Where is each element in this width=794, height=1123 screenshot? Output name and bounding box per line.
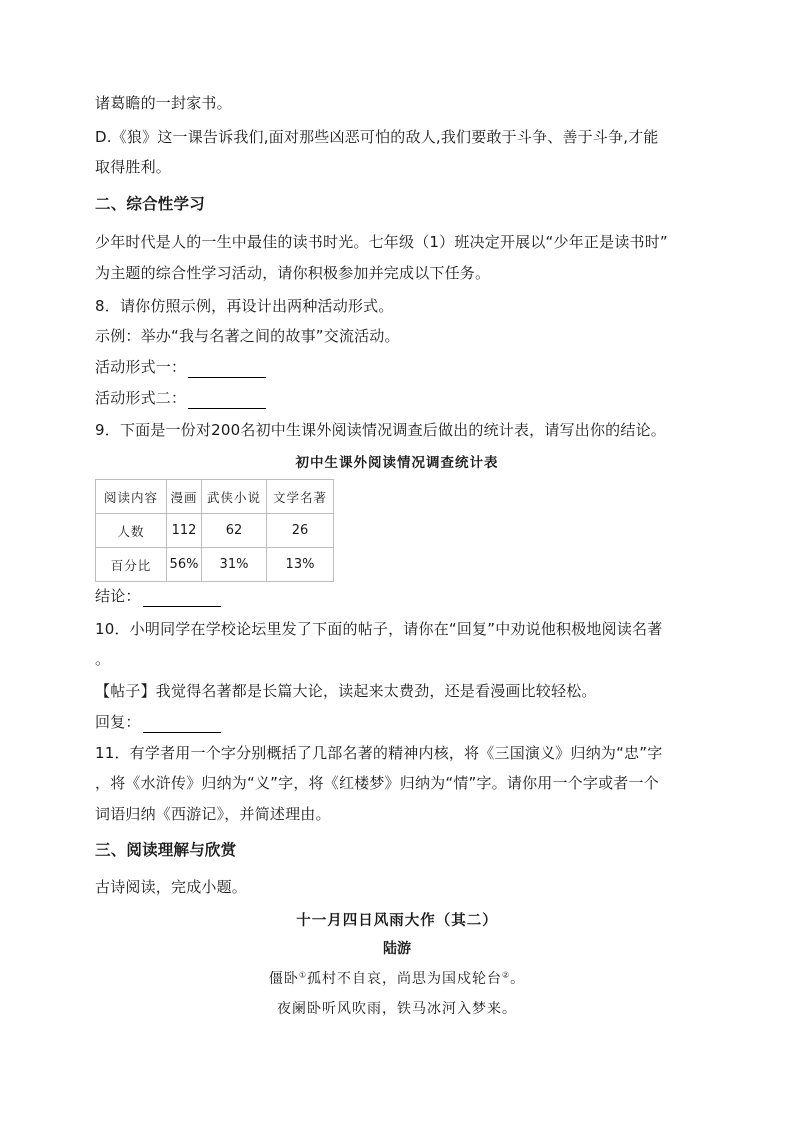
question-8: 8．请你仿照示例，再设计出两种活动形式。 (95, 297, 394, 315)
table-row (96, 514, 334, 548)
question-8-example: 示例：举办“我与名著之间的故事”交流活动。 (95, 327, 400, 345)
section-heading-comprehensive-learning: 二、综合性学习 (95, 195, 205, 213)
reading-survey-table (95, 479, 334, 582)
table-header-cell: 文学名著 (267, 480, 334, 514)
poem-author: 陆游 (383, 941, 411, 957)
activity-form-one-label: 活动形式一： (95, 358, 187, 376)
conclusion-label: 结论： (95, 587, 141, 605)
table-cell: 62 (202, 514, 267, 548)
intro-paragraph-line: 少年时代是人的一生中最佳的读书时光。七年级（1）班决定开展以“少年正是读书时” (95, 233, 668, 251)
poem-text: 僵卧 (268, 971, 299, 987)
activity-form-two-row (95, 387, 266, 409)
table-cell: 13% (267, 548, 334, 582)
answer-blank[interactable] (143, 714, 221, 733)
text-line: 诸葛瞻的一封家书。 (95, 94, 232, 112)
table-header-cell: 武侠小说 (202, 480, 267, 514)
footnote-marker: ② (502, 970, 511, 980)
question-11: 11．有学者用一个字分别概括了几部名著的精神内核，将《三国演义》归纳为“忠”字 (95, 744, 663, 762)
table-header-row (96, 480, 334, 514)
question-11-continued: ，将《水浒传》归纳为“义”字，将《红楼梦》归纳为“情”字。请你用一个字或者一个 (95, 774, 659, 792)
table-cell: 112 (167, 514, 202, 548)
table-row-label: 百分比 (96, 548, 167, 582)
table-header-cell: 漫画 (167, 480, 202, 514)
table-title: 初中生课外阅读情况调查统计表 (295, 455, 499, 471)
text-line: D.《狼》这一课告诉我们,面对那些凶恶可怕的敌人,我们要敢于斗争、善于斗争,才能 (95, 128, 659, 146)
table-row (96, 548, 334, 582)
question-10: 10．小明同学在学校论坛里发了下面的帖子，请你在“回复”中劝说他积极地阅读名著 (95, 620, 663, 638)
poem-title: 十一月四日风雨大作（其二） (296, 912, 498, 929)
table-cell: 31% (202, 548, 267, 582)
poem-text: 孤村不自哀，尚思为国戍轮台 (307, 971, 502, 987)
table-header-cell: 阅读内容 (96, 480, 167, 514)
activity-form-one-row (95, 356, 266, 378)
section-heading-reading: 三、阅读理解与欣赏 (95, 841, 237, 859)
question-10-continued: 。 (95, 650, 111, 668)
text-line: 取得胜利。 (95, 158, 172, 176)
reply-label: 回复： (95, 713, 141, 731)
conclusion-row (95, 585, 221, 607)
reply-row (95, 711, 221, 733)
poem-line (0, 968, 794, 988)
question-11-continued: 词语归纳《西游记》，并简述理由。 (95, 805, 331, 823)
answer-blank[interactable] (143, 588, 221, 607)
table-cell: 56% (167, 548, 202, 582)
activity-form-two-label: 活动形式二： (95, 389, 187, 407)
forum-post: 【帖子】我觉得名著都是长篇大论，读起来太费劲，还是看漫画比较轻松。 (95, 682, 597, 700)
answer-blank[interactable] (188, 390, 266, 409)
table-row-label: 人数 (96, 514, 167, 548)
answer-blank[interactable] (188, 359, 266, 378)
footnote-marker: ① (298, 970, 307, 980)
poem-text: 。 (510, 971, 526, 987)
intro-paragraph-line: 为主题的综合性学习活动，请你积极参加并完成以下任务。 (95, 264, 491, 282)
poem-line: 夜阑卧听风吹雨，铁马冰河入梦来。 (277, 1001, 517, 1017)
poem-instruction: 古诗阅读，完成小题。 (95, 878, 248, 896)
table-cell: 26 (267, 514, 334, 548)
question-9: 9．下面是一份对200名初中生课外阅读情况调查后做出的统计表，请写出你的结论。 (95, 421, 666, 439)
